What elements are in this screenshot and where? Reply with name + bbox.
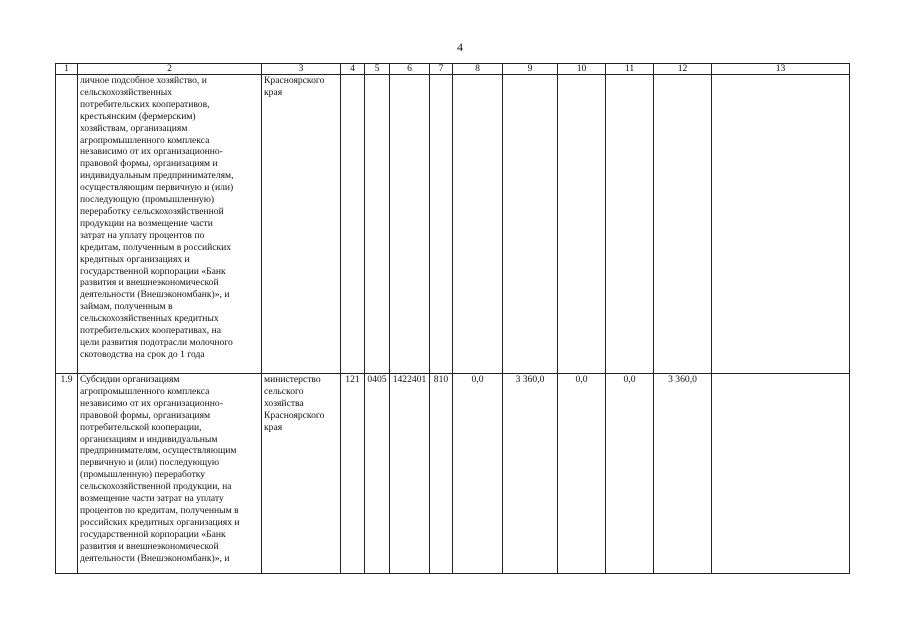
column-header: 3 xyxy=(262,64,341,75)
table-row xyxy=(56,75,850,374)
header-row xyxy=(56,64,850,75)
table-row xyxy=(56,374,850,574)
column-header: 6 xyxy=(390,64,430,75)
cell-code-6 xyxy=(390,75,430,374)
row-description: Субсидии организациям агропромышленного комплекса независимо от их организационно- правовой формы, организациям потребительской кооперации, организациям и индивидуальным предпринимателям, осуществляющим первичную и (или) последующую (промышленную) переработку сельскохозяйственной продукции, на возмещение части затрат на уплату процентов по кредитам, полученным в российских кредитных организациях и государственной корпорации «Банк развития и внешнеэкономической деятельности (Внешэкономбанк)», и xyxy=(78,374,262,574)
cell-amount-9: 3 360,0 xyxy=(503,374,558,574)
cell-code-5 xyxy=(365,75,390,374)
cell-amount-9 xyxy=(503,75,558,374)
column-header: 11 xyxy=(606,64,654,75)
row-number: 1.9 xyxy=(56,374,78,574)
cell-code-6: 1422401 xyxy=(390,374,430,574)
row-number xyxy=(56,75,78,374)
cell-note-13 xyxy=(712,75,850,374)
column-header: 10 xyxy=(558,64,606,75)
column-header: 13 xyxy=(712,64,850,75)
cell-amount-11 xyxy=(606,75,654,374)
column-header: 1 xyxy=(56,64,78,75)
column-header: 7 xyxy=(430,64,453,75)
column-header: 12 xyxy=(654,64,712,75)
cell-amount-12 xyxy=(654,75,712,374)
cell-code-7 xyxy=(430,75,453,374)
column-header: 9 xyxy=(503,64,558,75)
cell-amount-8: 0,0 xyxy=(453,374,503,574)
row-administrator: Красноярского края xyxy=(262,75,341,374)
cell-amount-8 xyxy=(453,75,503,374)
cell-code-4: 121 xyxy=(341,374,365,574)
cell-amount-10: 0,0 xyxy=(558,374,606,574)
budget-table xyxy=(55,63,850,574)
row-administrator: министерство сельского хозяйства Красноярского края xyxy=(262,374,341,574)
column-header: 5 xyxy=(365,64,390,75)
column-header: 4 xyxy=(341,64,365,75)
cell-note-13 xyxy=(712,374,850,574)
cell-code-7: 810 xyxy=(430,374,453,574)
column-header: 2 xyxy=(78,64,262,75)
page-number: 4 xyxy=(457,40,463,54)
cell-amount-12: 3 360,0 xyxy=(654,374,712,574)
cell-code-5: 0405 xyxy=(365,374,390,574)
cell-amount-10 xyxy=(558,75,606,374)
row-description: личное подсобное хозяйство, и сельскохозяйственных потребительских кооперативов, крестьянским (фермерским) хозяйствам, организациям агропромышленного комплекса независимо от их организационно- правовой формы, организациям и индивидуальным предпринимателям, осуществляющим первичную и (или) последующую (промышленную) переработку сельскохозяйственной продукции на возмещение части затрат на уплату процентов по кредитам, полученным в российских кредитных организациях и государственной корпорации «Банк развития и внешнеэкономической деятельности (Внешэкономбанк)», и займам, полученным в сельскохозяйственных кредитных потребительских кооперативах, на цели развития подотрасли молочного скотоводства на срок до 1 года xyxy=(78,75,262,374)
column-header: 8 xyxy=(453,64,503,75)
cell-code-4 xyxy=(341,75,365,374)
cell-amount-11: 0,0 xyxy=(606,374,654,574)
